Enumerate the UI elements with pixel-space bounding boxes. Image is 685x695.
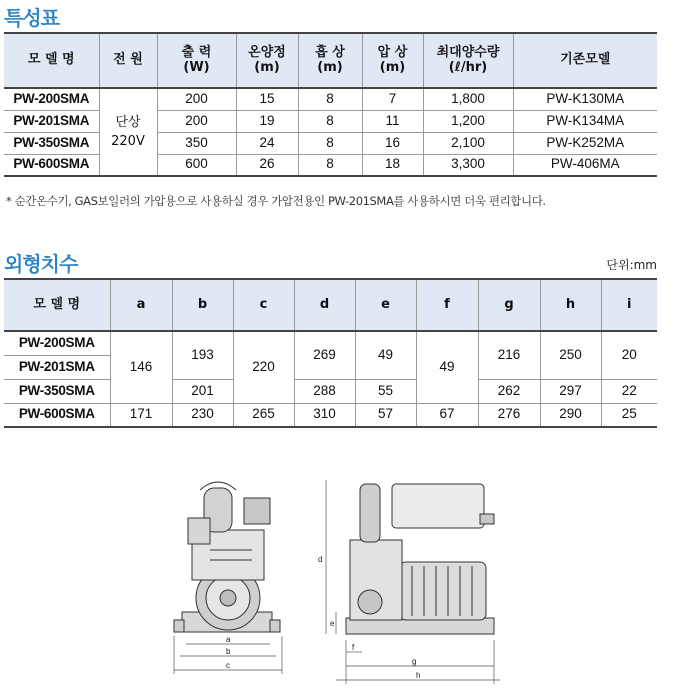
spec-table: [4, 32, 657, 177]
dims-header-c: c: [233, 279, 294, 331]
f-cell: 49: [416, 331, 478, 403]
h-cell: 297: [540, 379, 601, 403]
pump-front-view-icon: [174, 482, 280, 632]
table-row: [4, 403, 657, 427]
head-cell: 26: [236, 154, 298, 176]
table-row: [4, 379, 657, 403]
model-cell: PW-200SMA: [4, 88, 99, 110]
suction-cell: 8: [298, 110, 362, 132]
e-cell: 57: [355, 403, 416, 427]
model-cell: PW-600SMA: [4, 403, 110, 427]
spec-header-power: 전 원: [99, 33, 157, 88]
a-cell: 146: [110, 331, 172, 403]
max-flow-cell: 2,100: [423, 132, 513, 154]
spec-title: 특성표: [4, 6, 59, 30]
old-model-cell: PW-K130MA: [513, 88, 657, 110]
b-cell: 230: [172, 403, 233, 427]
head-cell: 19: [236, 110, 298, 132]
spec-header-head: 온양정 (m): [236, 33, 298, 88]
pressure-cell: 7: [362, 88, 423, 110]
pump-dimension-drawing: [160, 470, 520, 692]
h-cell: 250: [540, 331, 601, 379]
dim-label-h: h: [416, 671, 421, 680]
e-cell: 55: [355, 379, 416, 403]
g-cell: 262: [478, 379, 540, 403]
dims-header-a: a: [110, 279, 172, 331]
dim-label-b: b: [226, 647, 231, 656]
d-cell: 288: [294, 379, 355, 403]
output-cell: 200: [157, 88, 236, 110]
c-cell: 220: [233, 331, 294, 403]
old-model-cell: PW-K134MA: [513, 110, 657, 132]
max-flow-cell: 3,300: [423, 154, 513, 176]
spec-header-suction: 흡 상 (m): [298, 33, 362, 88]
output-cell: 600: [157, 154, 236, 176]
model-cell: PW-201SMA: [4, 355, 110, 379]
dims-header-e: e: [355, 279, 416, 331]
pressure-cell: 18: [362, 154, 423, 176]
i-cell: 25: [601, 403, 657, 427]
dims-header-b: b: [172, 279, 233, 331]
spec-header-pressure: 압 상 (m): [362, 33, 423, 88]
table-row: [4, 331, 657, 355]
max-flow-cell: 1,800: [423, 88, 513, 110]
e-cell: 49: [355, 331, 416, 379]
pressure-cell: 16: [362, 132, 423, 154]
b-cell: 201: [172, 379, 233, 403]
dims-header-i: i: [601, 279, 657, 331]
dims-title: 외형치수: [4, 252, 78, 276]
dim-label-d: d: [318, 555, 323, 564]
model-cell: PW-200SMA: [4, 331, 110, 355]
model-cell: PW-350SMA: [4, 379, 110, 403]
output-cell: 350: [157, 132, 236, 154]
dim-label-g: g: [412, 657, 417, 666]
spec-footnote: * 순간온수기, GAS보일러의 가압용으로 사용하실 경우 가압전용인 PW-201SMA를 사용하시면 더욱 편리합니다.: [6, 194, 546, 208]
spec-header-model: 모 델 명: [4, 33, 99, 88]
c-cell: 265: [233, 403, 294, 427]
dims-header-h: h: [540, 279, 601, 331]
dim-label-c: c: [226, 661, 230, 670]
old-model-cell: PW-406MA: [513, 154, 657, 176]
model-cell: PW-201SMA: [4, 110, 99, 132]
h-cell: 290: [540, 403, 601, 427]
dim-label-a: a: [226, 635, 231, 644]
dims-header-g: g: [478, 279, 540, 331]
model-cell: PW-350SMA: [4, 132, 99, 154]
spec-header-output: 출 력 (W): [157, 33, 236, 88]
dims-header-model: 모 델 명: [4, 279, 110, 331]
pressure-cell: 11: [362, 110, 423, 132]
g-cell: 276: [478, 403, 540, 427]
b-cell: 193: [172, 331, 233, 379]
dims-header-d: d: [294, 279, 355, 331]
max-flow-cell: 1,200: [423, 110, 513, 132]
spec-header-max-flow: 최대양수량 (ℓ/hr): [423, 33, 513, 88]
i-cell: 20: [601, 331, 657, 379]
dims-header-f: f: [416, 279, 478, 331]
dim-label-e: e: [330, 619, 335, 628]
suction-cell: 8: [298, 132, 362, 154]
i-cell: 22: [601, 379, 657, 403]
head-cell: 15: [236, 88, 298, 110]
suction-cell: 8: [298, 154, 362, 176]
d-cell: 269: [294, 331, 355, 379]
pump-side-view-icon: [346, 484, 494, 634]
table-row: [4, 88, 657, 110]
dims-table: [4, 278, 657, 428]
power-cell: 단상 220V: [99, 88, 157, 176]
g-cell: 216: [478, 331, 540, 379]
spec-header-old-model: 기존모델: [513, 33, 657, 88]
a-cell: 171: [110, 403, 172, 427]
head-cell: 24: [236, 132, 298, 154]
old-model-cell: PW-K252MA: [513, 132, 657, 154]
d-cell: 310: [294, 403, 355, 427]
model-cell: PW-600SMA: [4, 154, 99, 176]
dim-label-f: f: [352, 643, 355, 652]
output-cell: 200: [157, 110, 236, 132]
suction-cell: 8: [298, 88, 362, 110]
f-cell: 67: [416, 403, 478, 427]
unit-note: 단위:mm: [606, 258, 657, 272]
